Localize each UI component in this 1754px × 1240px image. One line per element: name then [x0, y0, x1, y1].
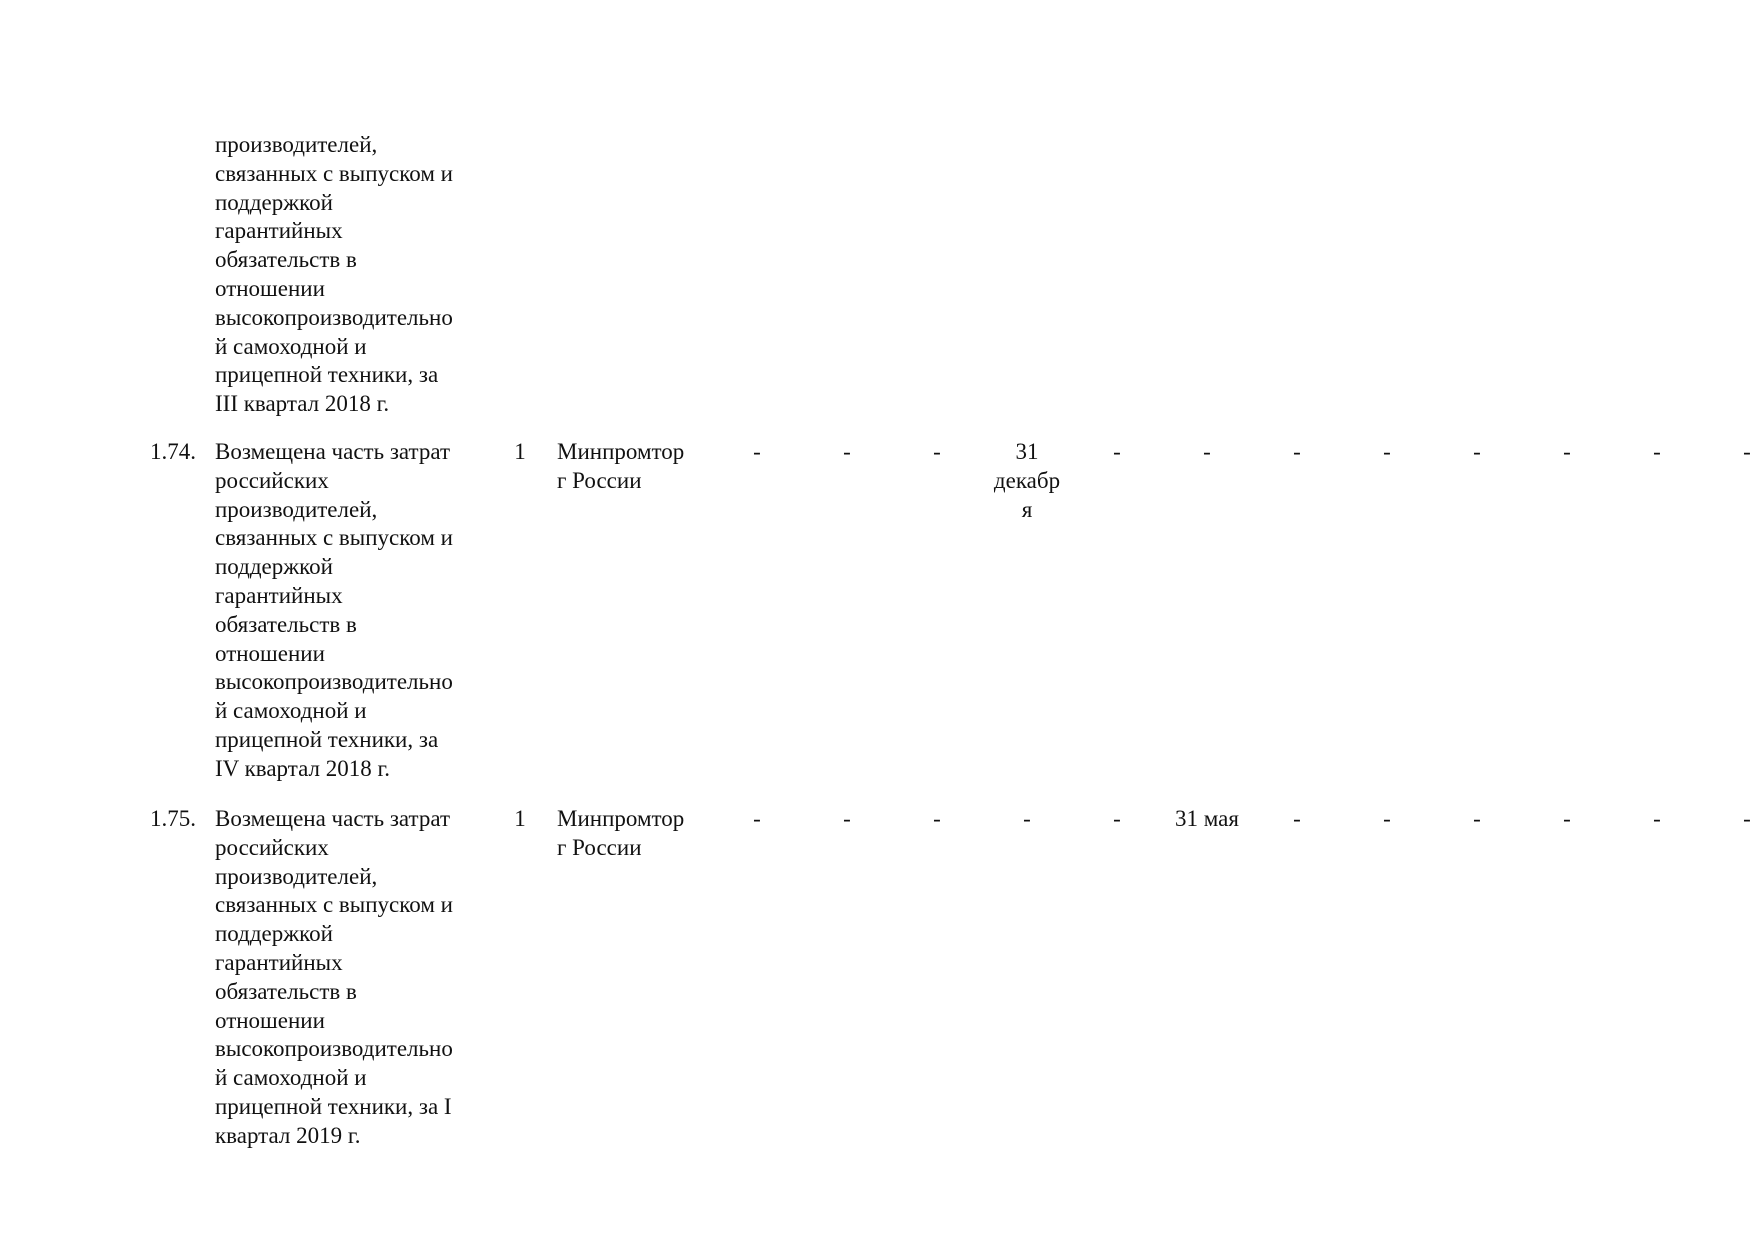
continuation-description: [215, 131, 485, 419]
description-line: российских: [215, 467, 329, 493]
period-cell-1: -: [753, 439, 761, 464]
description-line: квартал 2019 г.: [215, 1122, 361, 1148]
period-cell-11: -: [1653, 439, 1661, 464]
executor-line: г России: [557, 467, 642, 493]
description-line: й самоходной и: [215, 698, 367, 724]
period-cell-6: -: [1203, 439, 1211, 464]
description-line: высокопроизводительно: [215, 1036, 453, 1062]
description-line: гарантийных: [215, 949, 343, 975]
period-cell-8: -: [1383, 806, 1391, 831]
row-quantity: 1: [514, 439, 526, 464]
date-line: 31: [1015, 439, 1039, 464]
date-line: я: [1021, 496, 1033, 522]
period-cell-12: -: [1743, 806, 1751, 831]
period-cell-12: -: [1743, 439, 1751, 464]
period-cell-10: -: [1563, 439, 1571, 464]
period-cell-8: -: [1383, 439, 1391, 464]
description-line: й самоходной и: [215, 1065, 367, 1091]
description-line: обязательств в: [215, 978, 357, 1004]
period-cell-4: [982, 438, 1072, 524]
description-line: IV квартал 2018 г.: [215, 755, 391, 781]
row-executor: [557, 438, 707, 496]
period-cell-3: -: [933, 439, 941, 464]
period-cell-5: -: [1113, 806, 1121, 831]
period-cell-9: -: [1473, 439, 1481, 464]
description-line: связанных с выпуском и: [215, 160, 453, 186]
description-line: Возмещена часть затрат: [215, 806, 451, 831]
period-cell-11: -: [1653, 806, 1661, 831]
row-description: [215, 438, 485, 784]
period-cell-6: 31 мая: [1175, 806, 1239, 831]
period-cell-5: -: [1113, 439, 1121, 464]
description-line: отношении: [215, 640, 325, 666]
description-line: поддержкой: [215, 189, 333, 215]
description-line: гарантийных: [215, 218, 343, 244]
description-line: производителей,: [215, 132, 378, 157]
description-line: связанных с выпуском и: [215, 892, 453, 918]
description-line: гарантийных: [215, 582, 343, 608]
period-cell-4: -: [1023, 806, 1031, 831]
description-line: российских: [215, 834, 329, 860]
description-line: поддержкой: [215, 554, 333, 580]
description-line: Возмещена часть затрат: [215, 439, 451, 464]
row-quantity: 1: [514, 806, 526, 831]
description-line: высокопроизводительно: [215, 304, 453, 330]
period-cell-1: -: [753, 806, 761, 831]
period-cell-2: -: [843, 806, 851, 831]
row-description: [215, 805, 485, 1151]
description-line: высокопроизводительно: [215, 669, 453, 695]
description-line: обязательств в: [215, 611, 357, 637]
date-line: декабр: [993, 467, 1061, 493]
description-line: прицепной техники, за: [215, 362, 439, 388]
description-line: поддержкой: [215, 921, 333, 947]
description-line: прицепной техники, за: [215, 726, 439, 752]
period-cell-10: -: [1563, 806, 1571, 831]
description-line: производителей,: [215, 863, 378, 889]
description-line: прицепной техники, за I: [215, 1093, 452, 1119]
executor-line: Минпромтор: [557, 439, 685, 464]
period-cell-3: -: [933, 806, 941, 831]
description-line: производителей,: [215, 496, 378, 522]
description-line: отношении: [215, 1007, 325, 1033]
description-line: III квартал 2018 г.: [215, 391, 390, 417]
period-cell-9: -: [1473, 806, 1481, 831]
description-line: обязательств в: [215, 247, 357, 273]
row-number: 1.75.: [150, 806, 196, 831]
period-cell-7: -: [1293, 806, 1301, 831]
executor-line: г России: [557, 834, 642, 860]
executor-line: Минпромтор: [557, 806, 685, 831]
row-executor: [557, 805, 707, 863]
description-line: связанных с выпуском и: [215, 525, 453, 551]
row-number: 1.74.: [150, 439, 196, 464]
description-line: й самоходной и: [215, 333, 367, 359]
period-cell-2: -: [843, 439, 851, 464]
description-line: отношении: [215, 275, 325, 301]
period-cell-7: -: [1293, 439, 1301, 464]
